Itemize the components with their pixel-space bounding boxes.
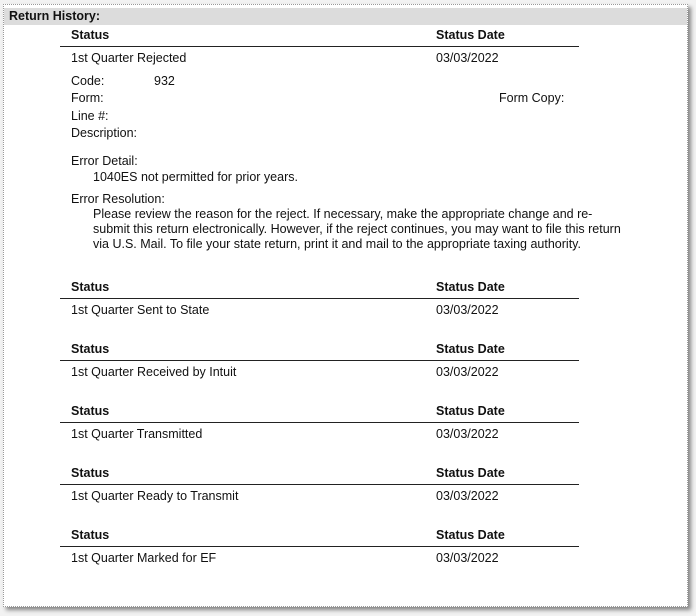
header-divider — [60, 484, 579, 485]
status-date-header: Status Date — [436, 280, 505, 294]
status-date-value: 03/03/2022 — [436, 51, 499, 65]
code-label: Code: — [71, 74, 105, 88]
status-value: 1st Quarter Transmitted — [71, 427, 203, 441]
header-divider — [60, 360, 579, 361]
error-resolution-text: Please review the reason for the reject. If necessary, make the appropriate change and re-submit this return electronically. However, if the reject continues, you may want to file this return via U.S. Mail. To file your state return, print it and mail to the appropriate taxing authority. — [93, 207, 621, 251]
status-date-value: 03/03/2022 — [436, 427, 499, 441]
status-value: 1st Quarter Ready to Transmit — [71, 489, 239, 503]
status-value: 1st Quarter Sent to State — [71, 303, 210, 317]
status-date-header: Status Date — [436, 528, 505, 542]
status-date-value: 03/03/2022 — [436, 489, 499, 503]
error-resolution-label: Error Resolution: — [71, 192, 165, 206]
status-header: Status — [71, 466, 110, 480]
status-date-value: 03/03/2022 — [436, 303, 499, 317]
status-header: Status — [71, 404, 110, 418]
status-date-value: 03/03/2022 — [436, 365, 499, 379]
status-header: Status — [71, 528, 110, 542]
status-date-header: Status Date — [436, 28, 505, 42]
status-value: 1st Quarter Marked for EF — [71, 551, 217, 565]
line-label: Line #: — [71, 109, 109, 123]
return-history-panel — [3, 4, 688, 607]
form-copy-label: Form Copy: — [499, 91, 565, 105]
header-divider — [60, 298, 579, 299]
status-date-header: Status Date — [436, 404, 505, 418]
form-label: Form: — [71, 91, 104, 105]
status-date-value: 03/03/2022 — [436, 551, 499, 565]
status-header: Status — [71, 280, 110, 294]
header-divider — [60, 422, 579, 423]
header-divider — [60, 546, 579, 547]
header-divider — [60, 46, 579, 47]
status-header: Status — [71, 342, 110, 356]
status-date-header: Status Date — [436, 342, 505, 356]
status-value: 1st Quarter Received by Intuit — [71, 365, 237, 379]
error-detail-label: Error Detail: — [71, 154, 138, 168]
code-value: 932 — [154, 74, 175, 88]
status-header: Status — [71, 28, 110, 42]
section-title: Return History: — [4, 8, 687, 25]
error-detail-text: 1040ES not permitted for prior years. — [93, 170, 298, 184]
status-date-header: Status Date — [436, 466, 505, 480]
status-value: 1st Quarter Rejected — [71, 51, 187, 65]
description-label: Description: — [71, 126, 137, 140]
